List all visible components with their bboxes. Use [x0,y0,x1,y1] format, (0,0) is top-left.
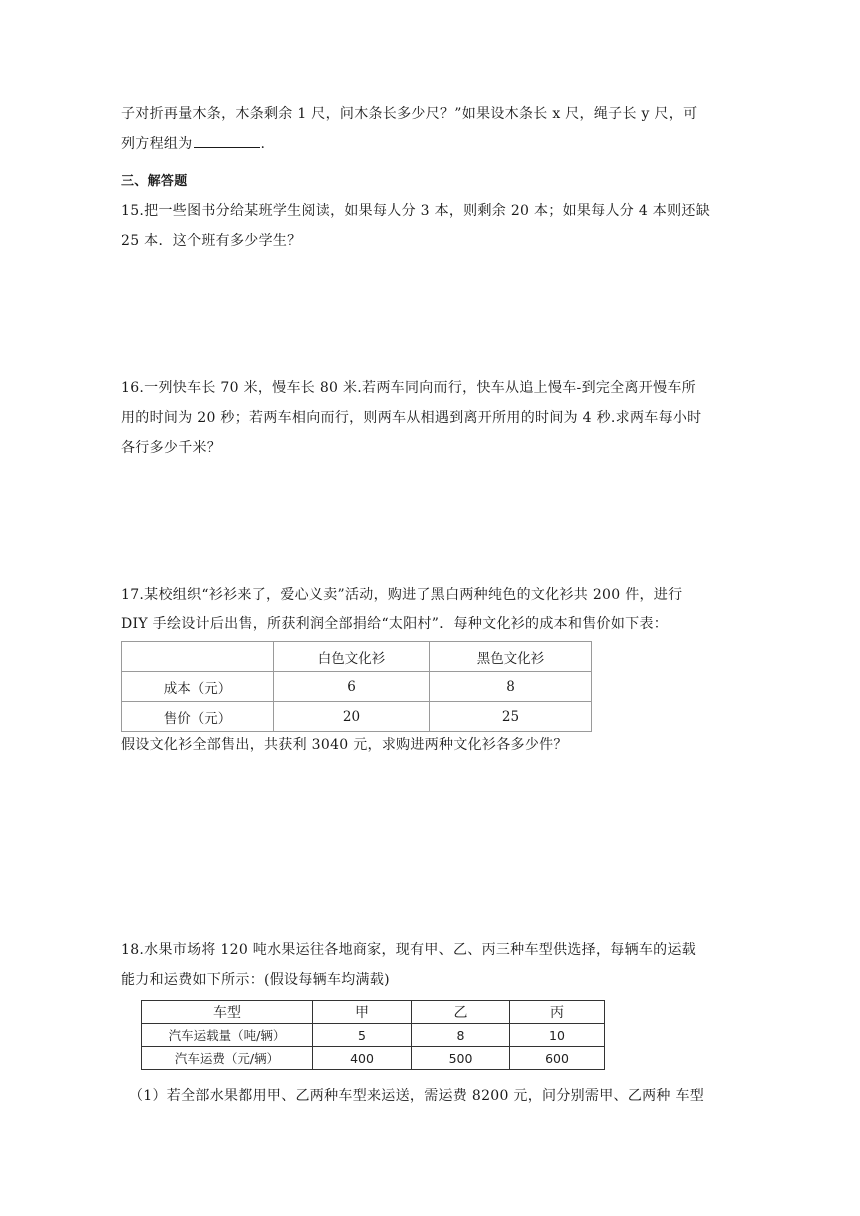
table-cell: 20 [274,702,430,732]
question-15-line: 15.把一些图书分给某班学生阅读，如果每人分 3 本，则剩余 20 本；如果每人分 4 本则还缺 [121,203,710,219]
question-18-line: 18.水果市场将 120 吨水果运往各地商家，现有甲、乙、丙三种车型供选择，每辆车的运载 [121,942,697,958]
table-cell: 黑色文化衫 [430,642,592,672]
table-row [122,672,592,702]
table-cell: 8 [430,672,592,702]
table-cell: 6 [274,672,430,702]
question-17-line: DIY 手绘设计后出售，所获利润全部捐给“太阳村”．每种文化衫的成本和售价如下表： [121,616,669,632]
cost-price-table [121,641,592,732]
table-cell [122,642,274,672]
text-fragment: . [260,136,266,152]
table-cell: 售价（元） [122,702,274,732]
question-17-line: 假设文化衫全部售出，共获利 3040 元，求购进两种文化衫各多少件？ [121,737,568,753]
table-cell: 甲 [313,1001,412,1024]
table-cell: 白色文化衫 [274,642,430,672]
table-cell: 8 [412,1024,510,1047]
table-cell: 25 [430,702,592,732]
table-cell: 丙 [510,1001,605,1024]
table-cell: 汽车运费（元/辆） [142,1047,313,1070]
question-16-line: 用的时间为 20 秒；若两车相向而行，则两车从相遇到离开所用的时间为 4 秒.求两车每小时 [121,410,702,426]
table-cell: 500 [412,1047,510,1070]
question-18-line: （1）若全部水果都用甲、乙两种车型来运送，需运费 8200 元，问分别需甲、乙两种 车型 [129,1088,705,1104]
table-cell: 汽车运载量（吨/辆） [142,1024,313,1047]
table-cell: 10 [510,1024,605,1047]
text-fragment: 列方程组为 [121,136,193,152]
vehicle-table [141,1000,605,1070]
table-cell: 成本（元） [122,672,274,702]
table-cell: 5 [313,1024,412,1047]
table-cell: 600 [510,1047,605,1070]
section-heading: 三、解答题 [121,174,188,189]
table-row [122,702,592,732]
text-line [121,133,265,154]
question-18-line: 能力和运费如下所示：(假设每辆车均满载) [121,972,390,988]
table-row [142,1024,605,1047]
question-16-line: 各行多少千米？ [121,440,222,456]
question-15-line: 25 本．这个班有多少学生？ [121,233,302,249]
table-row [142,1047,605,1070]
question-16-line: 16.一列快车长 70 米，慢车长 80 米.若两车同向而行，快车从追上慢车-到完全离开慢车所 [121,380,696,396]
table-header-row [142,1001,605,1024]
question-17-line: 17.某校组织“衫衫来了，爱心义卖”活动，购进了黑白两种纯色的文化衫共 200 件，进行 [121,587,683,603]
table-cell: 乙 [412,1001,510,1024]
answer-blank [194,133,260,148]
table-cell: 车型 [142,1001,313,1024]
table-cell: 400 [313,1047,412,1070]
table-header-row [122,642,592,672]
text-line: 子对折再量木条，木条剩余 1 尺，问木条长多少尺？”如果设木条长 x 尺，绳子长 y 尺，可 [121,106,698,122]
